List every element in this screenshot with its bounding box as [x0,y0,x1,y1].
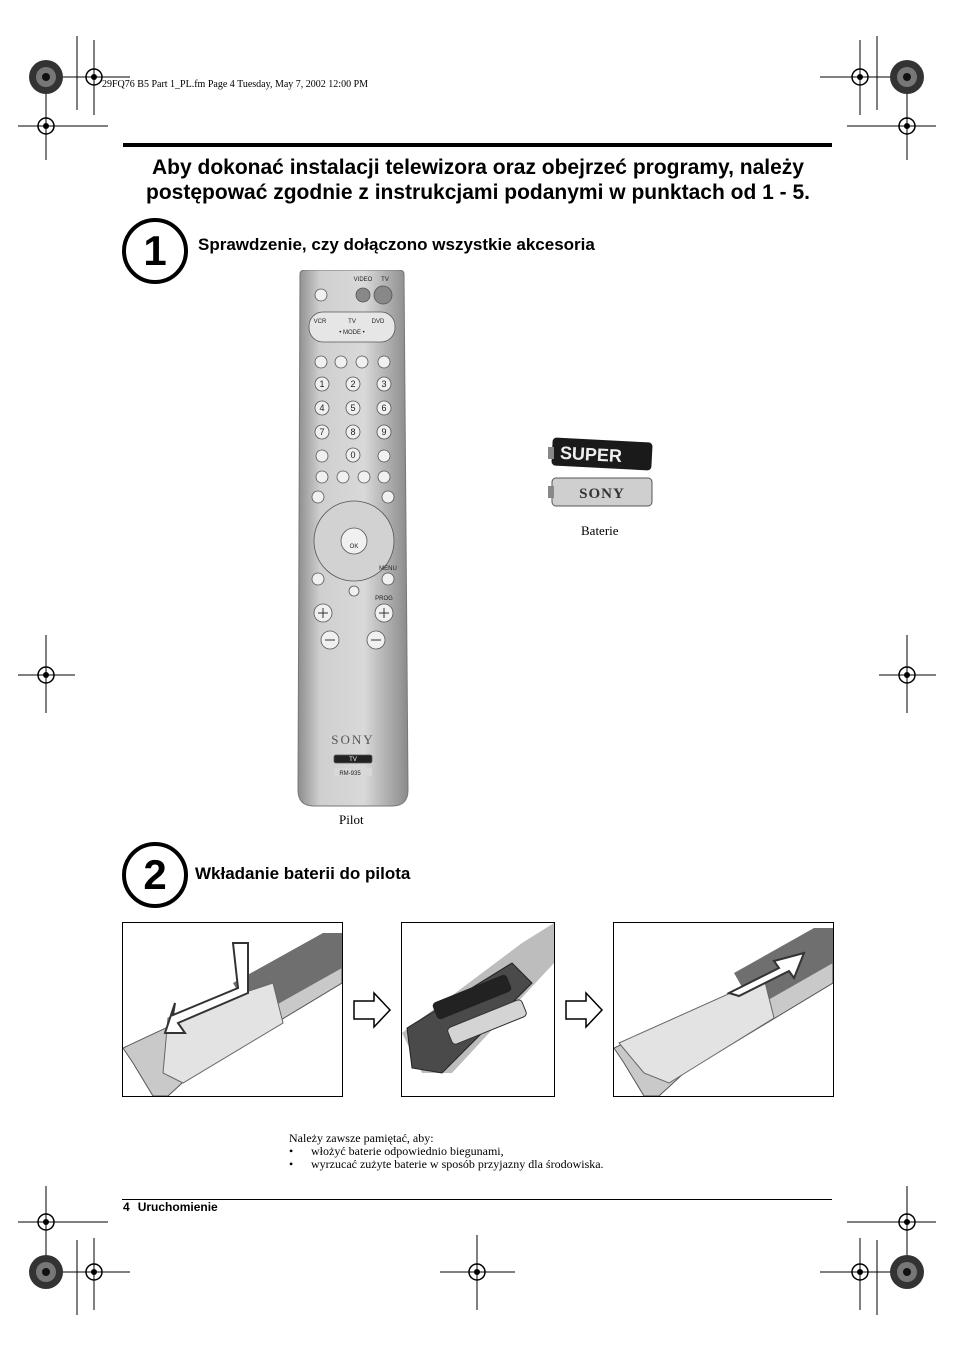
list-item: • wyrzucać zużyte baterie w sposób przyjazny dla środowiska. [289,1158,604,1171]
section-name: Uruchomienie [137,1200,218,1214]
remote-key-4: 4 [319,403,325,413]
step-2-photo-2 [401,922,555,1097]
remote-prog-label: PROG [375,596,393,602]
page-title: Aby dokonać instalacji telewizora oraz obejrzeć programy, należy postępować zgodnie z instrukcjami podanymi w punktach od 1 - 5. [146,156,810,204]
remote-model-label: RM-935 [339,771,361,777]
remote-mode-label: • MODE • [339,330,365,336]
remote-tv-mode-label: TV [348,319,356,325]
remote-key-7: 7 [319,427,325,437]
batteries-caption: Baterie [581,523,619,538]
step-2-photo-1 [122,922,343,1097]
notes-intro: Należy zawsze pamiętać, aby: [289,1131,434,1145]
remote-key-1: 1 [319,379,325,389]
battery-top-label: SUPER [559,442,623,467]
battery-bottom-label: SONY [579,486,625,502]
remote-key-6: 6 [381,403,387,413]
remote-key-8: 8 [350,427,356,437]
bottom-rule [122,1199,832,1200]
remote-key-3: 3 [381,379,387,389]
step-2-photo-3 [613,922,834,1097]
remote-dvd-label: DVD [371,319,385,325]
remote-key-0: 0 [350,450,356,460]
notes-list [289,1145,604,1171]
page-number: 4 [123,1200,130,1214]
remote-tv-label: TV [381,277,389,283]
step-2-number: 2 [122,842,188,908]
remote-key-9: 9 [381,427,387,437]
batteries-image [546,436,658,514]
remote-caption: Pilot [339,812,364,827]
top-rule [123,143,832,147]
step-1-number: 1 [122,218,188,284]
remote-vcr-label: VCR [313,319,327,325]
remote-brand: SONY [331,732,375,747]
step-2-arrow-right-icon [352,991,392,1029]
step-2-title: Wkładanie baterii do pilota [195,864,411,883]
step-2-arrow-right-icon-2 [564,991,604,1029]
step-1-title: Sprawdzenie, czy dołączono wszystkie akcesoria [198,235,595,254]
remote-key-5: 5 [350,403,356,413]
file-header: 29FQ76 B5 Part 1_PL.fm Page 4 Tuesday, May 7, 2002 12:00 PM [102,79,369,90]
battery-notes [289,1132,604,1171]
page-footer [123,1200,218,1214]
remote-ok-label: OK [349,544,359,550]
remote-control-image [294,270,410,808]
remote-video-label: VIDEO [353,277,373,283]
remote-tv-badge: TV [349,757,357,763]
remote-menu-label: MENU [379,566,397,572]
list-item: • włożyć baterie odpowiednio biegunami, [289,1145,604,1158]
remote-key-2: 2 [350,379,356,389]
